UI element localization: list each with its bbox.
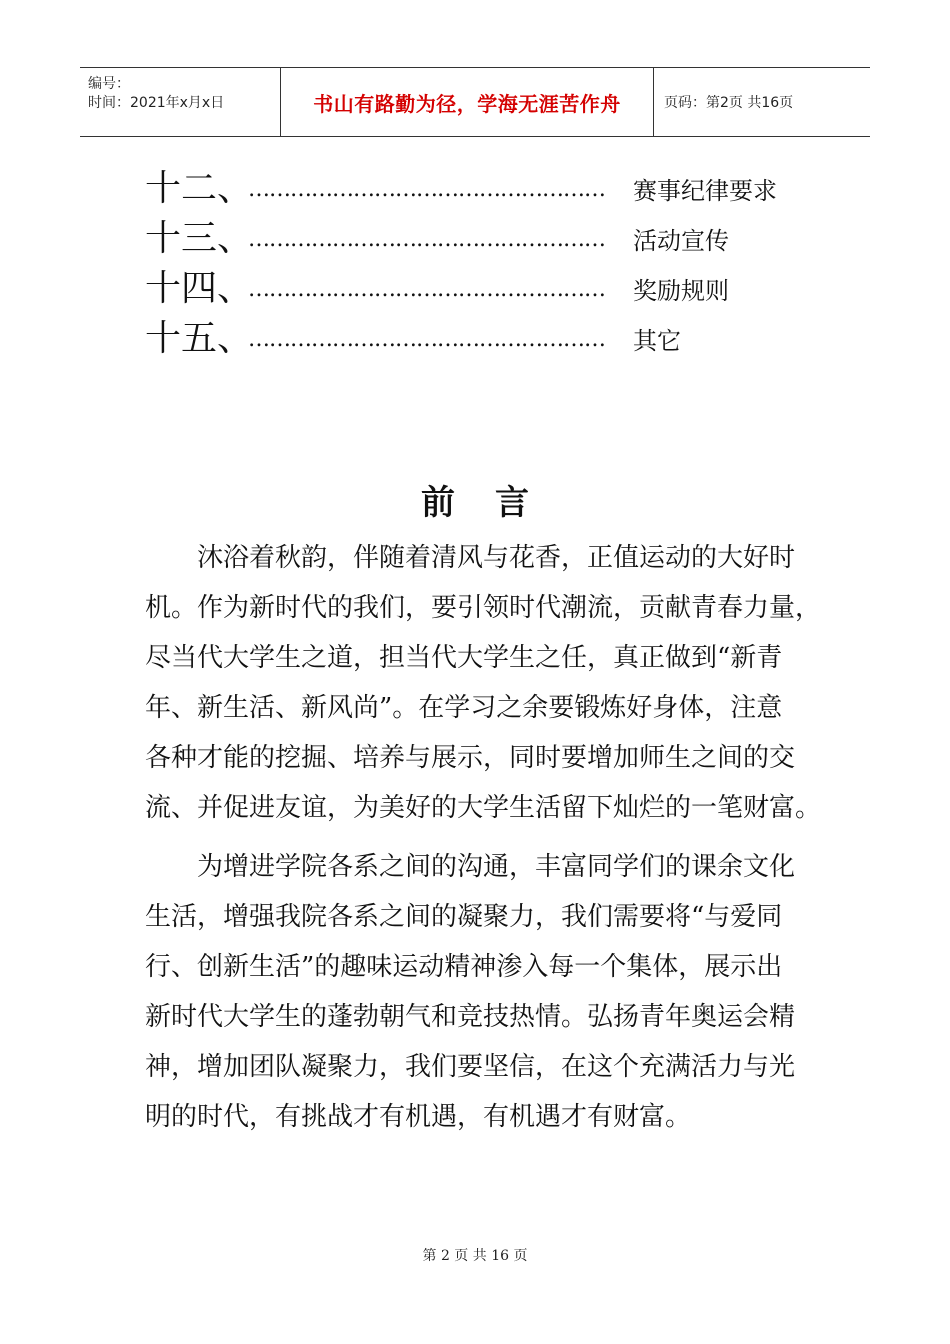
header-motto-cell: [281, 68, 654, 136]
paragraph-line: 沐浴着秋韵，伴随着清风与花香，正值运动的大好时: [197, 543, 796, 573]
number-label: 编号：: [88, 76, 130, 92]
toc-leader: ……………………………………………: [248, 227, 605, 252]
paragraph-line: 生活，增强我院各系之间的凝聚力，我们需要将“与爱同: [145, 902, 783, 932]
toc-entry: [145, 268, 825, 318]
paragraph-line: 年、新生活、新风尚”。在学习之余要锻炼好身体，注意: [145, 693, 783, 723]
header-meta-cell: [80, 68, 281, 136]
preface-title: 前言: [421, 483, 569, 523]
paragraph-line: 新时代大学生的蓬勃朝气和竞技热情。弘扬青年奥运会精: [145, 1002, 796, 1032]
paragraph-line: 机。作为新时代的我们，要引领时代潮流，贡献青春力量，: [145, 593, 822, 623]
page-code: 页码：第2页 共16页: [664, 95, 794, 111]
toc-number: 十二、: [145, 168, 254, 209]
document-header: [80, 67, 870, 137]
paragraph-line: 流、并促进友谊，为美好的大学生活留下灿烂的一笔财富。: [145, 793, 822, 823]
paragraph-line: 行、创新生活”的趣味运动精神渗入每一个集体，展示出: [145, 952, 783, 982]
paragraph-line: 为增进学院各系之间的沟通，丰富同学们的课余文化: [197, 852, 796, 882]
toc-entry: [145, 218, 825, 268]
preface-paragraph-1: [145, 533, 822, 833]
toc-label: 其它: [633, 327, 681, 355]
toc-label: 赛事纪律要求: [633, 177, 777, 205]
toc-number: 十五、: [145, 318, 254, 359]
toc-label: 活动宣传: [633, 227, 729, 255]
paragraph-line: 神，增加团队凝聚力，我们要坚信，在这个充满活力与光: [145, 1052, 796, 1082]
toc-number: 十四、: [145, 268, 254, 309]
page-footer: 第 2 页 共 16 页: [422, 1248, 528, 1264]
preface-paragraph-2: [145, 842, 805, 1142]
toc-entry: [145, 318, 825, 368]
motto-text: 书山有路勤为径，学海无涯苦作舟: [313, 91, 621, 116]
toc-number: 十三、: [145, 218, 254, 259]
toc-label: 奖励规则: [633, 277, 729, 305]
toc-leader: ……………………………………………: [248, 327, 605, 352]
date-label: 时间：2021年x月x日: [88, 95, 225, 111]
toc-leader: ……………………………………………: [248, 277, 605, 302]
paragraph-line: 尽当代大学生之道，担当代大学生之任，真正做到“新青: [145, 643, 783, 673]
toc-leader: ……………………………………………: [248, 177, 605, 202]
header-page-cell: [654, 68, 870, 136]
paragraph-line: 明的时代，有挑战才有机遇，有机遇才有财富。: [145, 1102, 692, 1132]
paragraph-line: 各种才能的挖掘、培养与展示，同时要增加师生之间的交: [145, 743, 796, 773]
table-of-contents: [145, 168, 825, 368]
toc-entry: [145, 168, 825, 218]
